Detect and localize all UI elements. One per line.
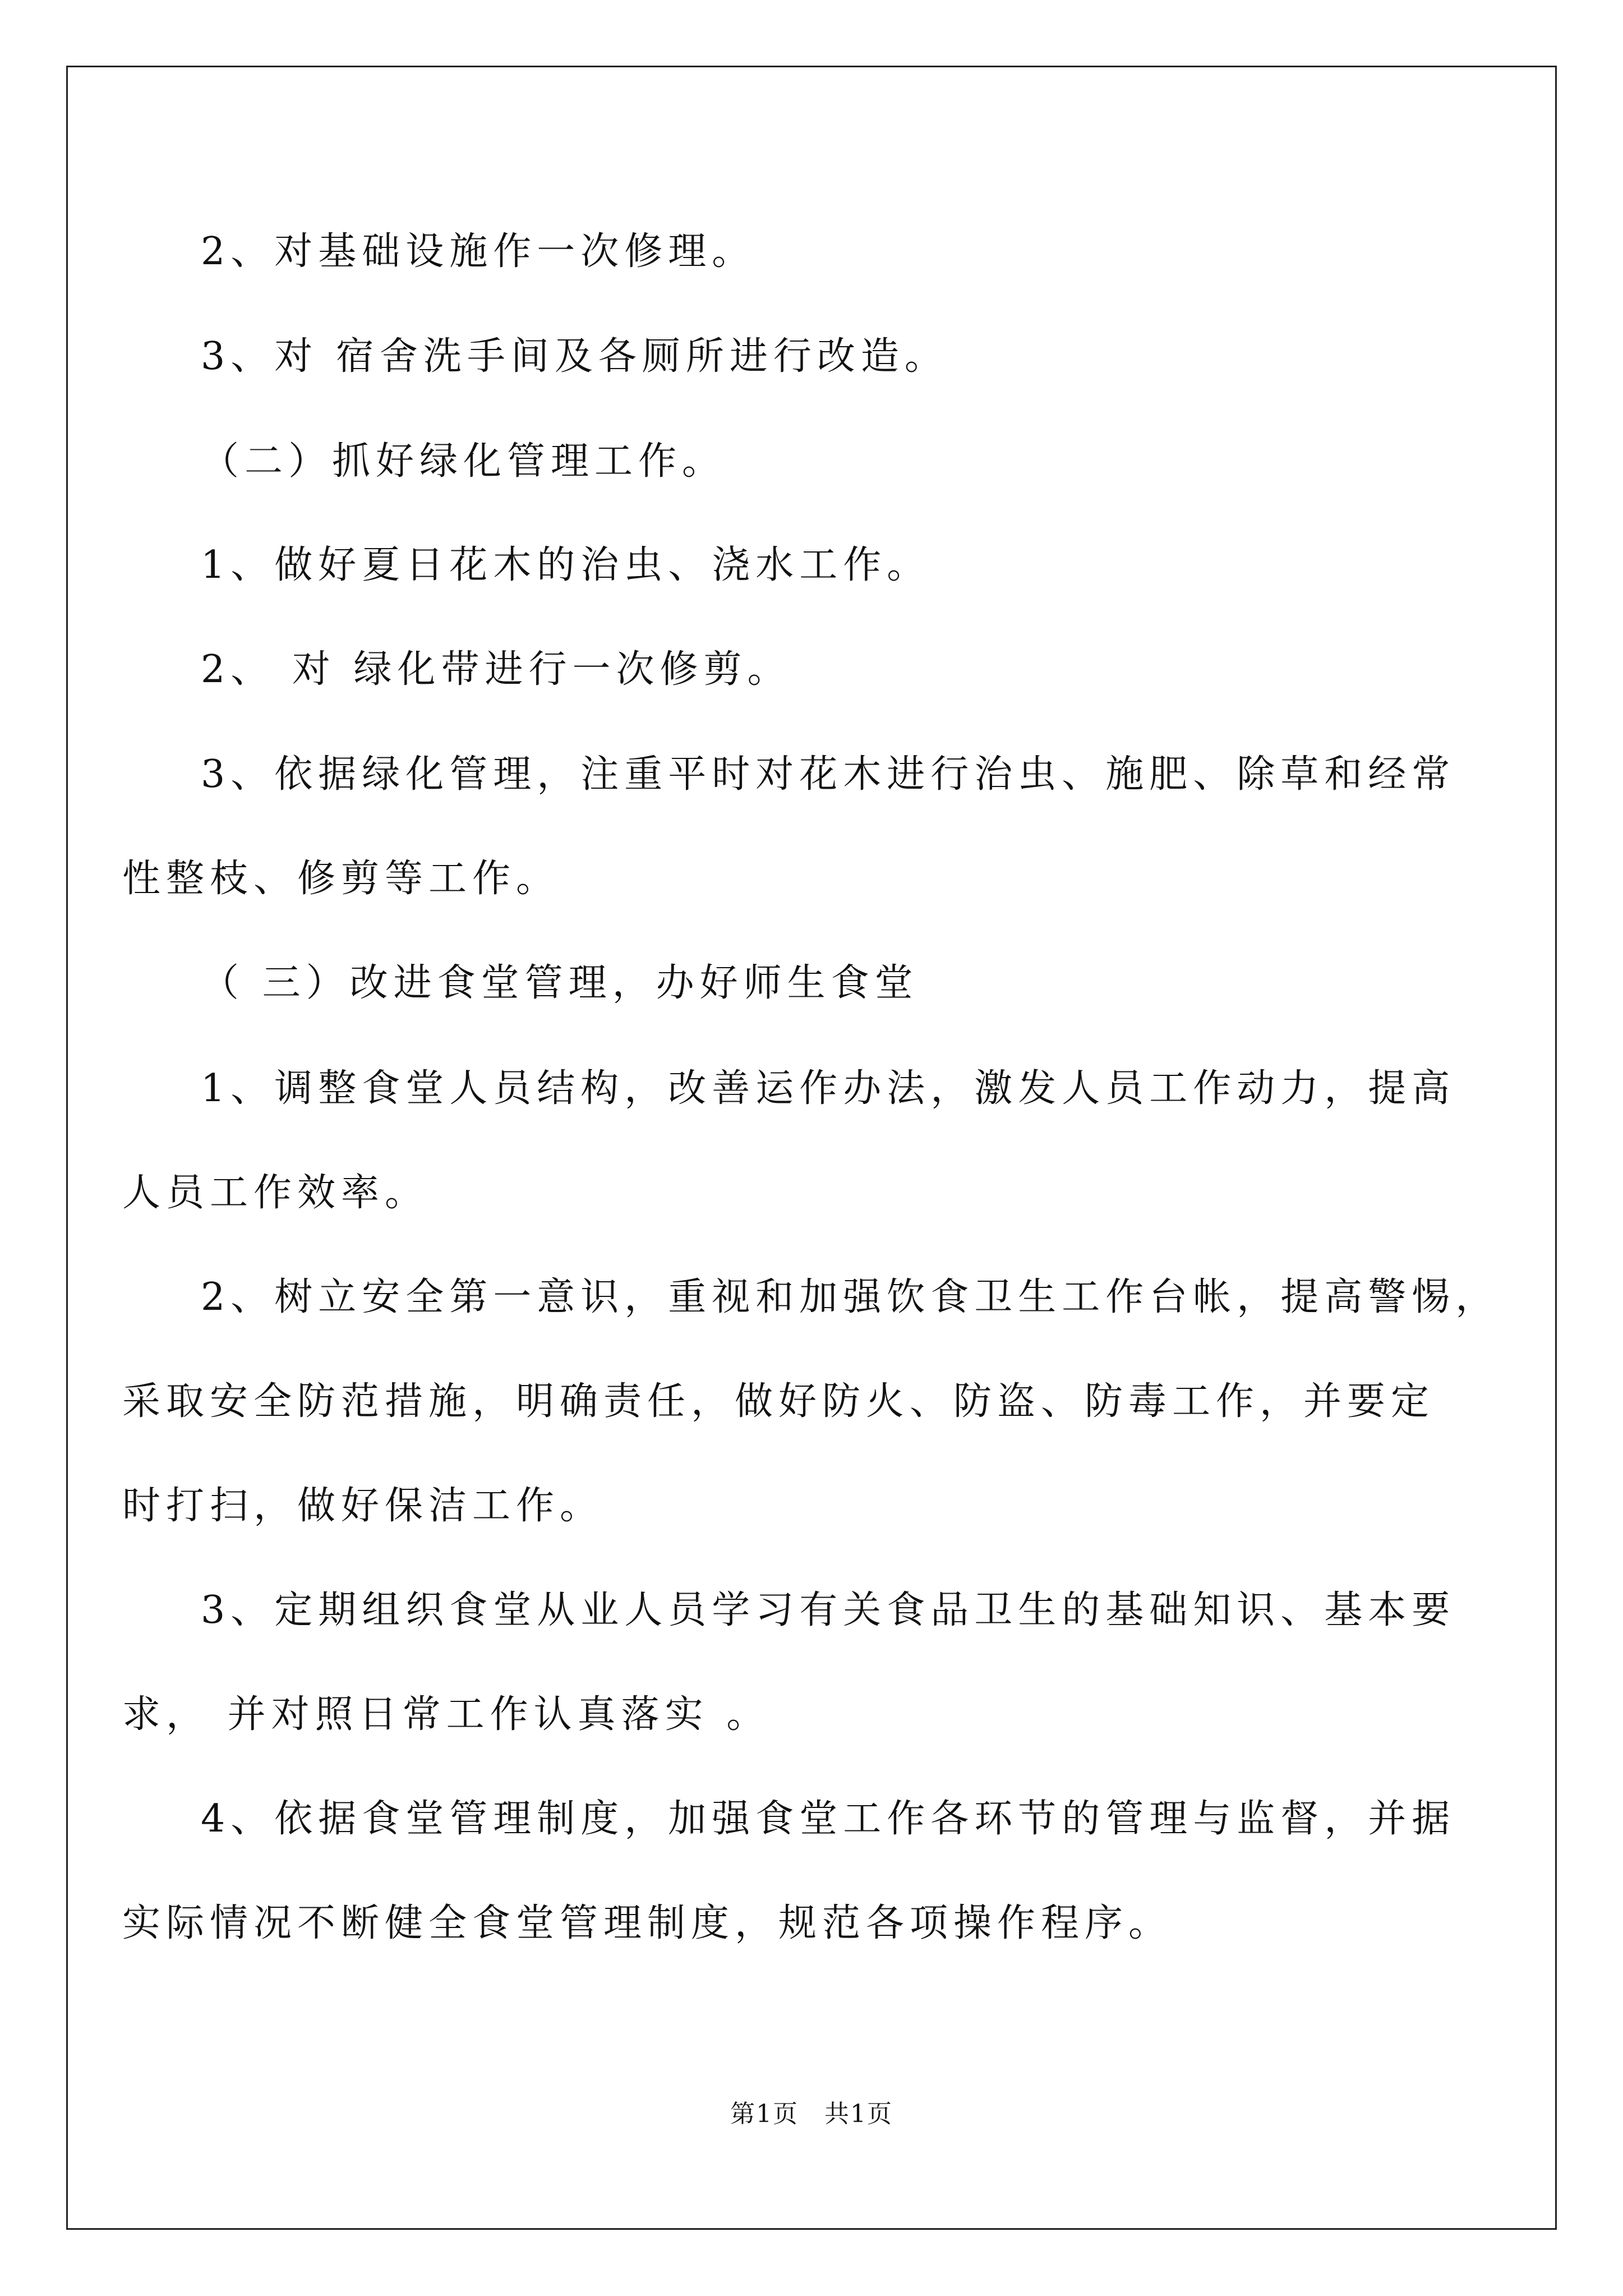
paragraph	[201, 409, 1435, 514]
text-line: 2、树立安全第一意识，重视和加强饮食卫生工作台帐，提高警惕，	[201, 1275, 1500, 1319]
text-line: （ 三）改进食堂管理，办好师生食堂	[201, 961, 919, 1005]
paragraph	[122, 1037, 1456, 1245]
text-line: 性整枝、修剪等工作。	[122, 857, 560, 901]
text-line: 3、对 宿舍洗手间及各厕所进行改造。	[201, 334, 948, 379]
text-line: 3、依据绿化管理，注重平时对花木进行治虫、施肥、除草和经常	[201, 752, 1456, 797]
paragraph	[122, 1245, 1500, 1558]
page-number-footer: 第1页 共1页	[730, 2100, 893, 2128]
paragraph	[201, 513, 1435, 618]
text-line: 求， 并对照日常工作认真落实 。	[122, 1692, 771, 1737]
paragraph	[201, 305, 1435, 409]
paragraph	[201, 618, 1435, 722]
text-line: 4、依据食堂管理制度，加强食堂工作各环节的管理与监督，并据	[201, 1797, 1456, 1841]
text-line: 采取安全防范措施，明确责任，做好防火、防盗、防毒工作，并要定	[122, 1379, 1435, 1424]
text-line: 1、调整食堂人员结构，改善运作办法，激发人员工作动力，提高	[201, 1066, 1456, 1111]
paragraph	[122, 723, 1456, 931]
text-line: 2、 对 绿化带进行一次修剪。	[201, 647, 791, 692]
text-line: 时打扫，做好保洁工作。	[122, 1484, 604, 1528]
paragraph	[201, 200, 1435, 304]
text-line: （二）抓好绿化管理工作。	[201, 439, 726, 484]
text-line: 2、对基础设施作一次修理。	[201, 229, 756, 274]
paragraph	[201, 931, 1435, 1036]
paragraph	[122, 1767, 1456, 1976]
text-line: 3、定期组织食堂从业人员学习有关食品卫生的基础知识、基本要	[201, 1588, 1456, 1632]
text-line: 实际情况不断健全食堂管理制度，规范各项操作程序。	[122, 1901, 1173, 1945]
text-line: 1、做好夏日花木的治虫、浇水工作。	[201, 543, 931, 587]
paragraph	[122, 1558, 1456, 1767]
text-line: 人员工作效率。	[122, 1171, 429, 1215]
